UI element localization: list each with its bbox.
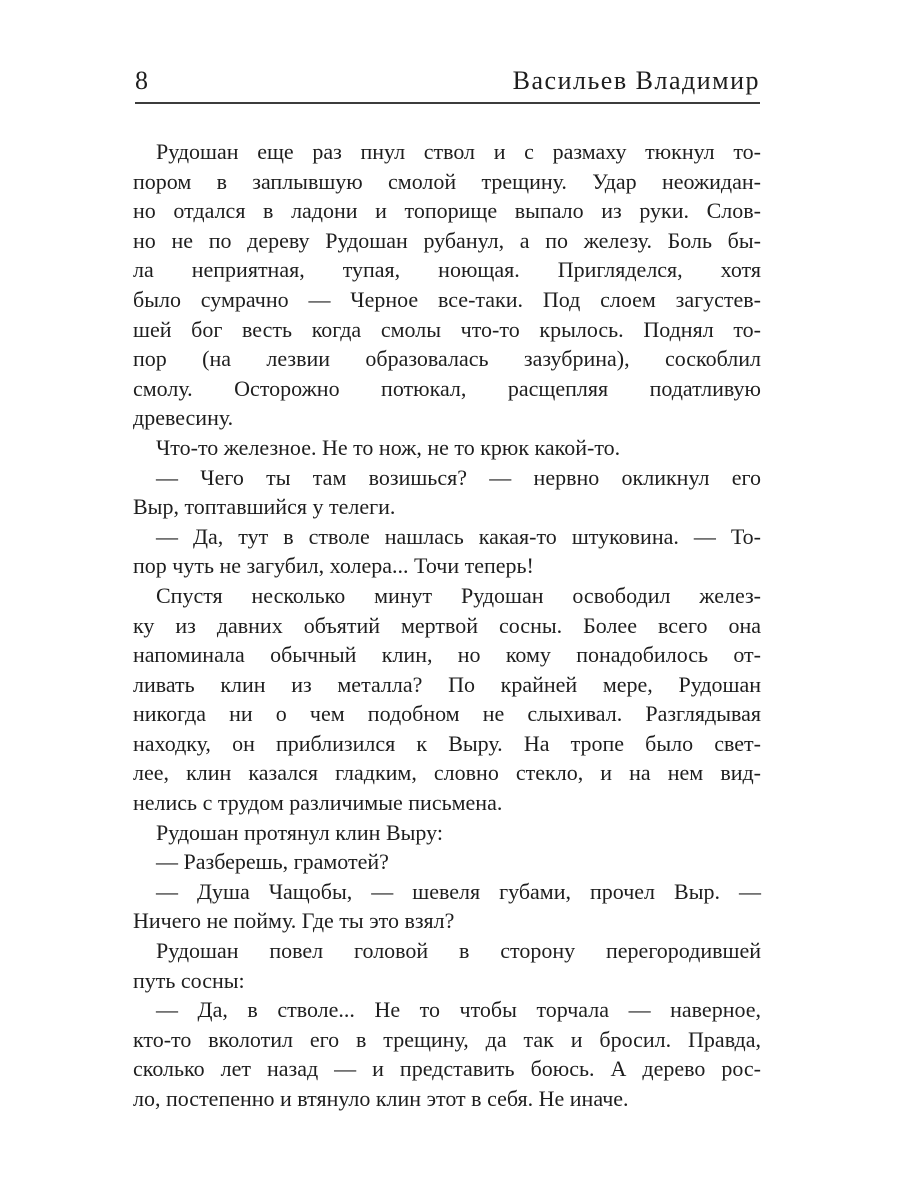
text-line: никогда ни о чем подобном не слыхивал. Разглядывая xyxy=(133,701,761,727)
text-line: ло, постепенно и втянуло клин этот в себя. Не иначе. xyxy=(133,1086,629,1111)
text-line: путь сосны: xyxy=(133,967,245,993)
text-line: ливать клин из металла? По крайней мере, Рудошан xyxy=(133,671,761,697)
text-line: Ничего не пойму. Где ты это взял? xyxy=(133,908,455,934)
paragraph xyxy=(133,433,761,463)
text-line: Рудошан повел головой в сторону перегородившей xyxy=(156,938,761,964)
text-line: сколько лет назад — и представить боюсь. А дерево рос- xyxy=(133,1056,761,1082)
text-body xyxy=(133,137,761,1114)
text-line: — Да, в стволе... Не то чтобы торчала — наверное, xyxy=(156,997,761,1023)
text-line: — Чего ты там возишься? — нервно окликнул его xyxy=(156,464,761,490)
page-number: 8 xyxy=(135,66,149,95)
text-line: Рудошан протянул клин Выру: xyxy=(156,819,443,845)
text-line: находку, он приблизился к Выру. На тропе было свет- xyxy=(133,730,761,756)
paragraph xyxy=(133,995,761,1113)
paragraph xyxy=(133,581,761,818)
paragraph xyxy=(133,522,761,581)
paragraph xyxy=(133,818,761,848)
text-line: — Да, тут в стволе нашлась какая-то штуковина. — То- xyxy=(156,523,761,549)
page-header xyxy=(135,66,760,100)
text-line: было сумрачно — Черное все-таки. Под слоем загустев- xyxy=(133,286,761,312)
text-line: кто-то вколотил его в трещину, да так и бросил. Правда, xyxy=(133,1026,761,1052)
text-line: лее, клин казался гладким, словно стекло, и на нем вид- xyxy=(133,760,761,786)
text-line: Что-то железное. Не то нож, не то крюк какой-то. xyxy=(156,434,621,460)
text-line: но не по дереву Рудошан рубанул, а по железу. Боль бы- xyxy=(133,227,761,253)
text-line: но отдался в ладони и топорище выпало из руки. Слов- xyxy=(133,198,761,224)
paragraph xyxy=(133,877,761,936)
text-line: ла неприятная, тупая, ноющая. Пригляделся, хотя xyxy=(133,257,761,283)
text-line: Спустя несколько минут Рудошан освободил желез- xyxy=(156,582,761,608)
paragraph xyxy=(133,936,761,995)
text-line: пор (на лезвии образовалась зазубрина), соскоблил xyxy=(133,346,761,372)
running-title: Васильев Владимир xyxy=(512,66,760,95)
text-line: Выр, топтавшийся у телеги. xyxy=(133,494,396,520)
text-line: смолу. Осторожно потюкал, расщепляя податливую xyxy=(133,375,761,401)
text-line: Рудошан еще раз пнул ствол и с размаху тюкнул то- xyxy=(156,139,761,164)
text-line: — Душа Чащобы, — шевеля губами, прочел Выр. — xyxy=(156,878,761,904)
paragraph xyxy=(133,137,761,433)
text-line: напоминала обычный клин, но кому понадобилось от- xyxy=(133,642,761,668)
text-line: пором в заплывшую смолой трещину. Удар неожидан- xyxy=(133,168,761,194)
text-line: нелись с трудом различимые письмена. xyxy=(133,790,503,816)
text-line: древесину. xyxy=(133,405,234,431)
paragraph xyxy=(133,847,761,877)
paragraph xyxy=(133,463,761,522)
text-line: пор чуть не загубил, холера... Точи теперь! xyxy=(133,553,534,579)
text-line: шей бог весть когда смолы что-то крылось. Поднял то- xyxy=(133,316,761,342)
text-line: — Разберешь, грамотей? xyxy=(156,849,389,875)
header-rule xyxy=(135,102,760,104)
text-line: ку из давних объятий мертвой сосны. Более всего она xyxy=(133,612,761,638)
